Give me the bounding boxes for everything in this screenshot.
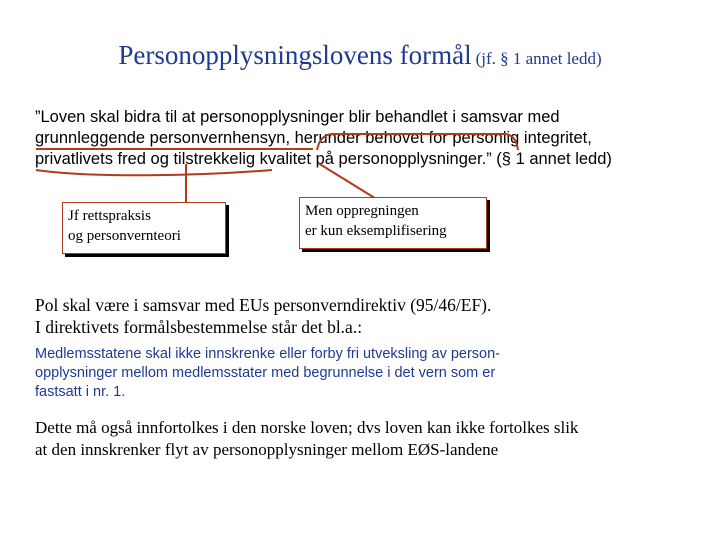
callout-case-law	[62, 202, 226, 254]
title-main: Personopplysningslovens formål	[118, 40, 472, 70]
paragraph-line: Pol skal være i samsvar med EUs personverndirektiv (95/46/EF).	[35, 295, 492, 315]
examples-arc	[317, 134, 518, 150]
callout-line: og personvernteori	[68, 228, 181, 244]
callout-line: Men oppregningen	[305, 203, 419, 219]
callout-examples	[299, 197, 487, 249]
interpretation-paragraph	[35, 417, 715, 461]
paragraph-line: Dette må også innfortolkes i den norske loven; dvs loven kan ikke fortolkes slik	[35, 418, 579, 437]
title-reference: (jf. § 1 annet ledd)	[475, 49, 602, 68]
callout-line: er kun eksemplifisering	[305, 223, 447, 239]
paragraph-line: I direktivets formålsbestemmelse står det bl.a.:	[35, 317, 363, 337]
underline-examples	[36, 170, 272, 175]
callout-line: Jf rettspraksis	[68, 208, 151, 224]
callout-pointer-right	[318, 163, 378, 200]
directive-quote	[35, 345, 715, 402]
law-quote-line: ”Loven skal bidra til at personopplysninger blir behandlet i samsvar med	[35, 108, 560, 126]
directive-quote-line: fastsatt i nr. 1.	[35, 384, 126, 400]
directive-quote-line: opplysninger mellom medlemsstater med begrunnelse i det vern som er	[35, 365, 496, 381]
directive-quote-line: Medlemsstatene skal ikke innskrenke eller forby fri utveksling av person-	[35, 346, 501, 362]
law-quote-line: privatlivets fred og tilstrekkelig kvalitet på personopplysninger.” (§ 1 annet ledd)	[35, 150, 612, 168]
directive-paragraph	[35, 294, 715, 338]
paragraph-line: at den innskrenker flyt av personopplysninger mellom EØS-landene	[35, 440, 499, 459]
law-quote-line: grunnleggende personvernhensyn, herunder behovet for personlig integritet,	[35, 129, 592, 147]
